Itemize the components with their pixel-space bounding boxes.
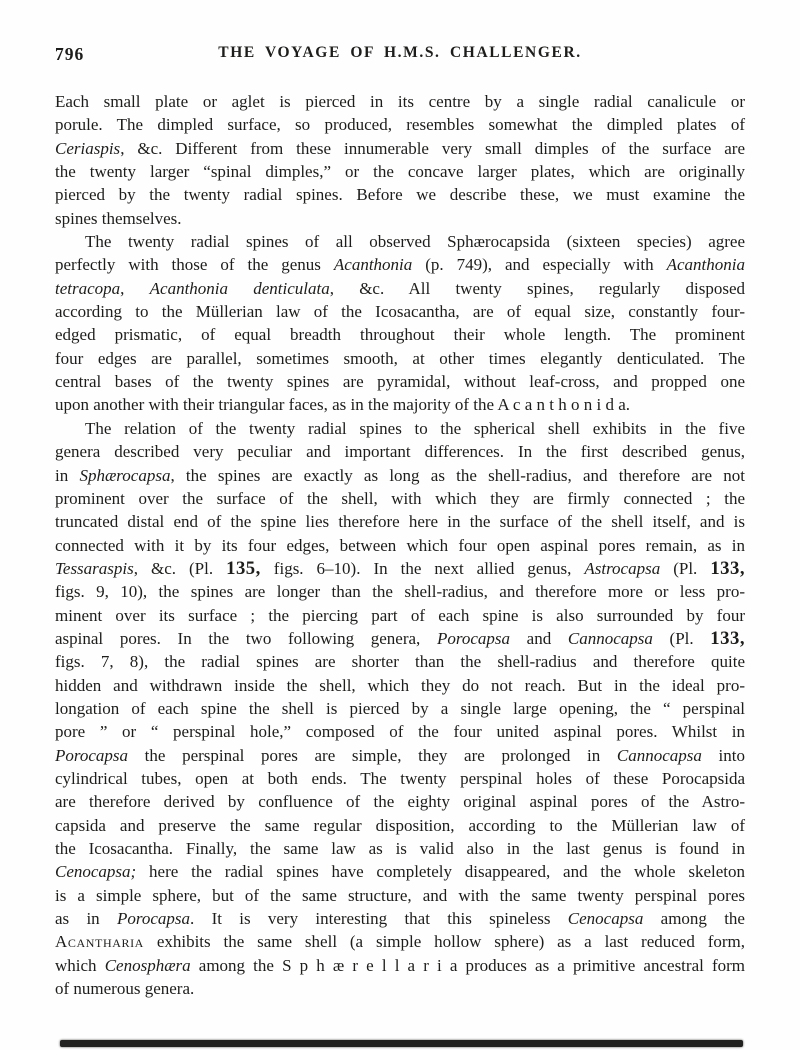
text-segment: here the radial spines have completely disappeared, and the whole skeleton (136, 862, 745, 882)
body-text (55, 90, 745, 1000)
text-segment: Each small plate or aglet is pierced in its centre by a single radial canalicule or (55, 92, 745, 111)
text-line (55, 534, 745, 557)
text-segment: The twenty radial spines of all observed Sphærocapsida (sixteen species) agree (85, 232, 745, 252)
text-line (55, 604, 745, 627)
text-segment-b: 133, (710, 627, 745, 649)
text-segment: genera described very peculiar and important differences. In the first described genus, (55, 442, 745, 462)
text-segment: among the (643, 909, 745, 929)
text-line (55, 744, 745, 767)
text-segment: are therefore derived by confluence of the eighty original aspinal pores of the Astro- (55, 792, 745, 812)
text-line (55, 837, 745, 860)
text-line (55, 884, 745, 907)
text-segment: four edges are parallel, sometimes smooth, at other times elegantly denticulated. The (55, 348, 745, 368)
text-segment-i: Porocapsa (116, 909, 191, 929)
text-segment-i: Acanthonia denticulata (149, 278, 330, 298)
text-segment: aspinal pores. In the two following genera, (55, 628, 437, 648)
text-segment-i: Porocapsa (436, 628, 510, 648)
text-segment-i: Cenocapsa; (55, 862, 137, 882)
text-line (55, 674, 745, 697)
text-line (55, 930, 745, 953)
text-segment: minent over its surface ; the piercing part of each spine is also surrounded by four (55, 605, 745, 625)
text-line (55, 487, 745, 510)
text-line (55, 347, 745, 370)
text-segment-b: 135, (226, 557, 261, 579)
paragraph (55, 90, 745, 230)
text-line (55, 580, 745, 603)
text-line (55, 160, 745, 183)
text-line (55, 697, 745, 720)
text-line (55, 113, 745, 136)
text-segment: among the S p h æ r e l l a r i a produces as a primitive ancestral form (190, 955, 746, 975)
page-header (55, 44, 745, 66)
text-segment-i: Cannocapsa (616, 745, 702, 765)
text-segment: capsida and preserve the same regular disposition, according to the Müllerian law of (55, 815, 745, 835)
text-segment-i: Acanthonia (666, 255, 746, 275)
text-line (55, 977, 745, 1000)
scan-artifact-bar (60, 1040, 743, 1047)
text-line (55, 440, 745, 463)
text-segment: edged prismatic, of equal breadth throughout their whole length. The prominent (55, 325, 745, 345)
text-segment: (Pl. (660, 558, 711, 578)
text-segment-sc: Acantharia (55, 932, 144, 952)
text-segment: upon another with their triangular faces, as in the majority of the A c a n t h o n i d a. (55, 395, 631, 415)
text-segment: connected with it by its four edges, between which four open aspinal pores remain, as in (55, 535, 745, 555)
page-number: 796 (55, 44, 85, 64)
text-line (55, 510, 745, 533)
text-segment: of numerous genera. (55, 979, 195, 999)
text-line (55, 137, 745, 160)
text-line (55, 393, 745, 416)
text-segment-i: Sphærocapsa (79, 465, 171, 485)
text-segment: and (510, 628, 568, 648)
text-segment-b: 133, (710, 557, 746, 579)
text-segment: porule. The dimpled surface, so produced, resembles somewhat the dimpled plates of (55, 115, 745, 135)
text-line (55, 230, 745, 253)
text-line (55, 207, 745, 230)
text-segment-i: tetracopa (55, 278, 121, 298)
text-segment: which (55, 955, 105, 975)
text-line (55, 814, 745, 837)
text-segment: figs. 9, 10), the spines are longer than the shell-radius, and therefore more or less pro- (55, 582, 745, 602)
page-content (55, 44, 745, 1000)
text-segment: hidden and withdrawn inside the shell, which they do not reach. But in the ideal pro- (55, 675, 745, 695)
text-segment: , &c. All twenty spines, regularly disposed (329, 278, 746, 298)
text-segment: the perspinal pores are simple, they are prolonged in (128, 745, 617, 765)
text-segment: as in (55, 909, 117, 929)
text-line (55, 954, 745, 977)
text-segment: . It is very interesting that this spineless (190, 909, 568, 929)
text-segment: figs. 7, 8), the radial spines are shorter than the shell-radius and therefore quite (55, 652, 745, 672)
text-segment: according to the Müllerian law of the Icosacantha, are of equal size, constantly four- (55, 302, 745, 322)
text-segment: truncated distal end of the spine lies therefore here in the surface of the shell itself, and is (55, 512, 745, 532)
text-line (55, 907, 745, 930)
text-line (55, 720, 745, 743)
text-line (55, 277, 745, 300)
text-segment: longation of each spine the shell is pierced by a single large opening, the “ perspinal (55, 698, 745, 718)
text-segment-i: Porocapsa (55, 745, 129, 765)
text-segment: the Icosacantha. Finally, the same law as is valid also in the last genus is found in (55, 839, 745, 858)
text-segment-i: Astrocapsa (584, 558, 661, 578)
text-line (55, 300, 745, 323)
text-line (55, 323, 745, 346)
text-segment: (p. 749), and especially with (412, 255, 667, 275)
text-line (55, 627, 745, 650)
text-line (55, 767, 745, 790)
text-segment-i: Tessaraspis (55, 558, 134, 578)
text-segment-i: Cenosphæra (104, 955, 191, 975)
text-segment: exhibits the same shell (a simple hollow sphere) as a last reduced form, (143, 932, 745, 952)
text-line (55, 417, 745, 440)
text-segment: , &c. (Pl. (133, 558, 227, 578)
text-segment-i: Ceriaspis (55, 138, 121, 158)
text-segment: The relation of the twenty radial spines to the spherical shell exhibits in the five (85, 418, 745, 438)
text-segment: in (55, 465, 80, 485)
text-line (55, 860, 745, 883)
text-segment: spines themselves. (55, 208, 182, 228)
text-segment: perfectly with those of the genus (55, 255, 334, 275)
text-segment: , (120, 278, 150, 298)
text-segment-i: Acanthonia (333, 255, 413, 275)
text-line (55, 183, 745, 206)
text-segment: , the spines are exactly as long as the shell-radius, and therefore are not (170, 465, 745, 485)
text-segment: cylindrical tubes, open at both ends. The twenty perspinal holes of these Porocapsida (55, 768, 745, 788)
text-line (55, 370, 745, 393)
text-line (55, 253, 745, 276)
text-segment-i: Cenocapsa (567, 909, 644, 929)
text-line (55, 650, 745, 673)
text-line (55, 464, 745, 487)
paragraph (55, 230, 745, 417)
text-segment: is a simple sphere, but of the same structure, and with the same twenty perspinal pores (55, 885, 745, 905)
text-segment: central bases of the twenty spines are pyramidal, without leaf-cross, and propped one (55, 372, 745, 392)
text-segment: , &c. Different from these innumerable very small dimples of the surface are (120, 138, 745, 158)
text-segment: the twenty larger “spinal dimples,” or the concave larger plates, which are originally (55, 162, 745, 182)
text-segment: (Pl. (652, 628, 711, 648)
paragraph (55, 417, 745, 1001)
text-segment: into (701, 745, 745, 765)
running-title: THE VOYAGE OF H.M.S. CHALLENGER. (218, 44, 582, 61)
text-line (55, 557, 745, 580)
text-segment-i: Cannocapsa (567, 628, 653, 648)
text-segment: figs. 6–10). In the next allied genus, (260, 558, 585, 578)
text-segment: pore ” or “ perspinal hole,” composed of the four united aspinal pores. Whilst in (55, 722, 745, 742)
text-line (55, 790, 745, 813)
text-line (55, 90, 745, 113)
text-segment: prominent over the surface of the shell, with which they are firmly connected ; the (55, 488, 745, 508)
text-segment: pierced by the twenty radial spines. Before we describe these, we must examine the (55, 185, 745, 205)
